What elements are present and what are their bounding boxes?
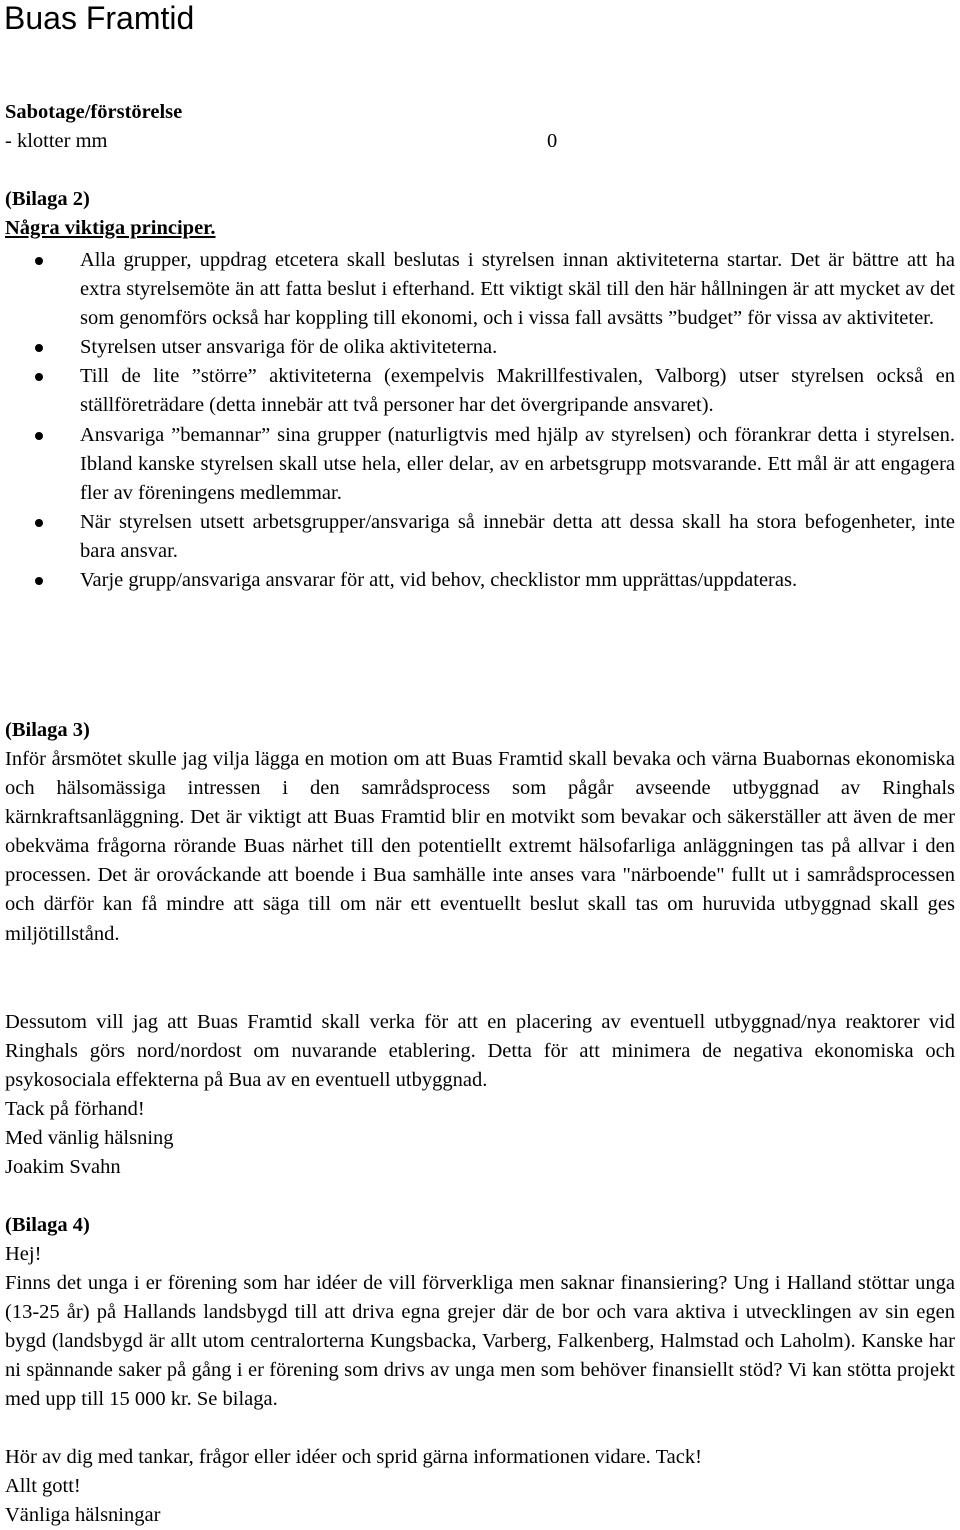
bilaga3-closing: Med vänlig hälsning xyxy=(5,1127,174,1149)
principle-item xyxy=(5,333,955,362)
principles-list xyxy=(5,246,955,595)
bilaga2-heading: Några viktiga principer. xyxy=(5,217,216,239)
bilaga4-label: (Bilaga 4) xyxy=(5,1214,90,1236)
bullet-dot-icon xyxy=(35,257,43,265)
bilaga4-closing: Vänliga hälsningar xyxy=(5,1504,161,1526)
sabotage-item-label: - klotter mm xyxy=(5,130,108,152)
sabotage-heading: Sabotage/förstörelse xyxy=(5,101,183,123)
principle-item xyxy=(5,508,955,566)
principle-text: Till de lite ”större” aktiviteterna (exempelvis Makrillfestivalen, Valborg) utser styrelsen också en ställföreträdare (detta innebär att två personer har det övergripande ansvaret). xyxy=(80,365,955,417)
sabotage-item-value: 0 xyxy=(547,130,558,152)
document-title: Buas Framtid xyxy=(4,0,195,36)
bullet-dot-icon xyxy=(35,519,43,527)
bilaga4-greeting: Hej! xyxy=(5,1243,42,1265)
bilaga4-paragraph: Finns det unga i er förening som har idéer de vill förverkliga men saknar finansiering? Ung i Halland stöttar unga (13-25 år) på Hallands landsbygd till att driva egna grejer där de bor och vara aktiva i utvecklingen av sin egen bygd (landsbygd är allt utom centralorterna Kungsbacka, Varberg, Falkenberg, Halmstad och Laholm). Kanske har ni spännande saker på gång i er förening som drivs av unga men som behöver finansiellt stöd? Vi kan stötta projekt med upp till 15 000 kr. Se bilaga. xyxy=(5,1272,955,1411)
principle-text: Alla grupper, uppdrag etcetera skall beslutas i styrelsen innan aktiviteterna startar. Det är bättre att ha extra styrelsemöte än att fatta beslut i efterhand. Ett viktigt skäl till den här hållningen är att mycket av det som genomförs också har koppling till ekonomi, och i vissa fall avsätts ”budget” för vissa av aktiviteter. xyxy=(80,249,955,330)
bullet-dot-icon xyxy=(35,344,43,352)
principle-item xyxy=(5,566,955,595)
bullet-dot-icon xyxy=(35,373,43,381)
principle-item xyxy=(5,246,955,333)
principle-item xyxy=(5,421,955,508)
bilaga3-paragraph: Inför årsmötet skulle jag vilja lägga en motion om att Buas Framtid skall bevaka och värna Buabornas ekonomiska och hälsomässiga intressen i den samrådsprocess som pågår avseende utbyggnad av Ringhals kärnkraftsanläggning. Det är viktigt att Buas Framtid blir en motvikt som bevakar och säkerställer att även de mer obekväma frågorna rörande Buas närhet till den potentiellt extremt hälsofarliga anläggningen tas på allvar i den processen. Det är orováckande att boende i Bua samhälle inte anses vara "närboende" fullt ut i samrådsprocessen och därför kan få mindre att säga till om när ett eventuellt beslut skall tas om huruvida utbyggnad skall ges miljötillstånd. xyxy=(5,748,955,945)
principle-text: Varje grupp/ansvariga ansvarar för att, vid behov, checklistor mm upprättas/uppdateras. xyxy=(80,569,798,592)
bullet-dot-icon xyxy=(35,432,43,440)
bilaga3-label: (Bilaga 3) xyxy=(5,719,90,741)
bilaga3-signature: Joakim Svahn xyxy=(5,1156,121,1178)
principle-text: Ansvariga ”bemannar” sina grupper (naturligtvis med hjälp av styrelsen) och förankrar detta i styrelsen. Ibland kanske styrelsen skall utse hela, eller delar, av en arbetsgrupp motsvarande. Ett mål är att engagera fler av föreningens medlemmar. xyxy=(80,423,955,504)
bullet-dot-icon xyxy=(35,577,43,585)
principle-text: Styrelsen utser ansvariga för de olika aktiviteterna. xyxy=(80,336,498,359)
bilaga4-sign-off: Allt gott! xyxy=(5,1475,81,1497)
bilaga3-paragraph: Dessutom vill jag att Buas Framtid skall verka för att en placering av eventuell utbyggnad/nya reaktorer vid Ringhals görs nord/nordost om nuvarande etablering. Detta för att minimera de negativa ekonomiska och psykosociala effekterna på Bua av en eventuell utbyggnad. xyxy=(5,1011,955,1092)
bilaga4-paragraph: Hör av dig med tankar, frågor eller idéer och sprid gärna informationen vidare. Tack! xyxy=(5,1446,702,1468)
bilaga3-thanks: Tack på förhand! xyxy=(5,1098,145,1120)
bilaga2-label: (Bilaga 2) xyxy=(5,188,90,210)
principle-text: När styrelsen utsett arbetsgrupper/ansvariga så innebär detta att dessa skall ha stora befogenheter, inte bara ansvar. xyxy=(80,510,955,562)
principle-item xyxy=(5,362,955,420)
